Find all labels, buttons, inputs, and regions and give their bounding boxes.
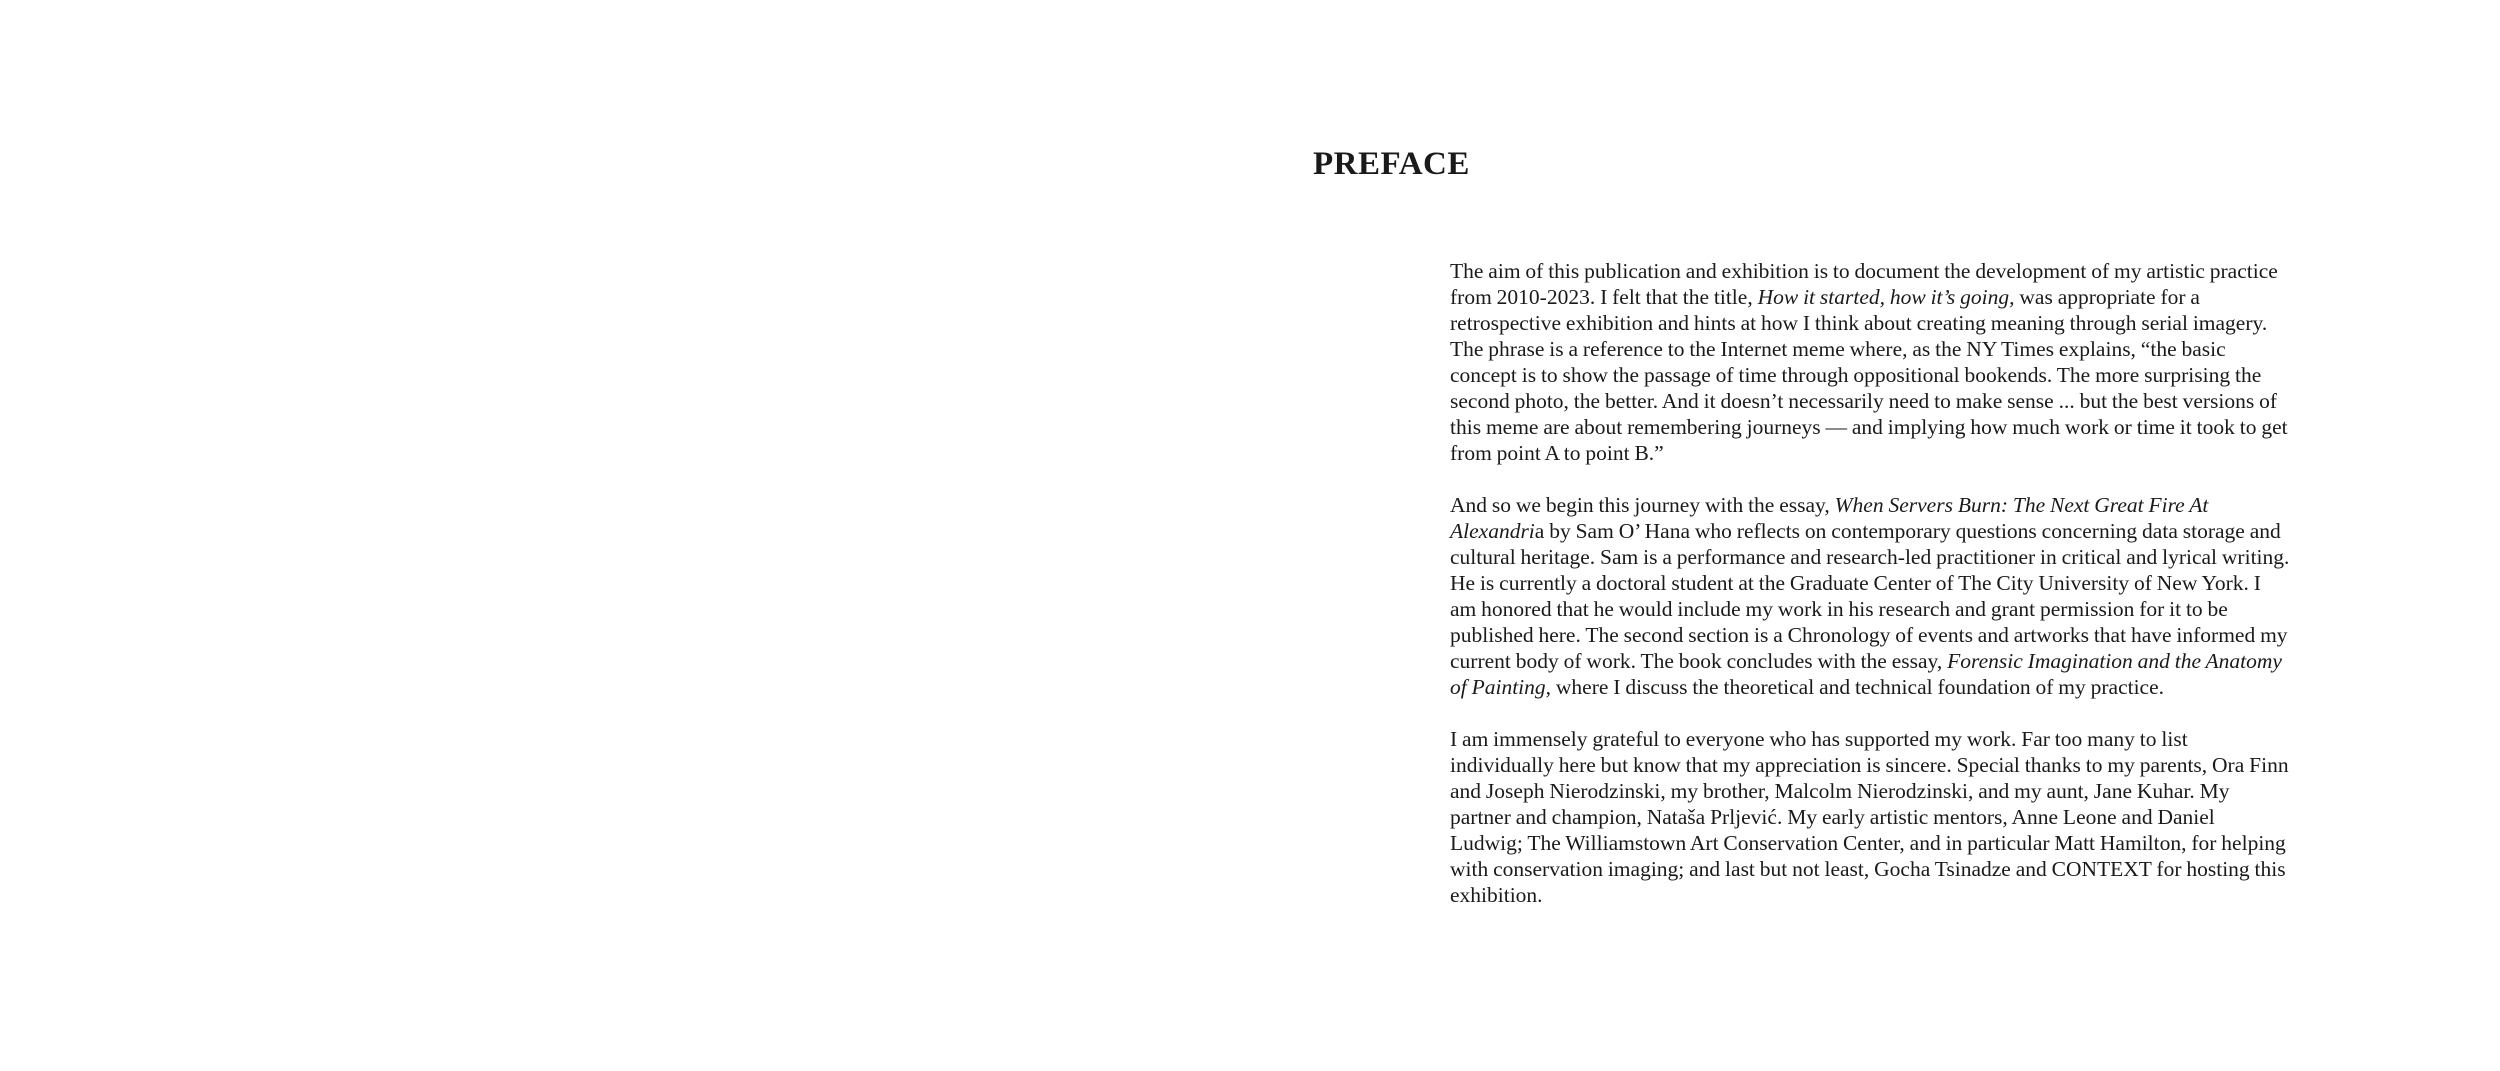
paragraph-2 [1450, 492, 2290, 700]
paragraph-1 [1450, 258, 2290, 466]
page-title: PREFACE [1313, 146, 1470, 182]
right-page [1250, 0, 2500, 1071]
title-how-it-started: How it started, how it’s going, [1757, 285, 2015, 309]
text-segment: was appropriate for a retrospective exhibition and hints at how I think about creating meaning through serial imagery. The phrase is a reference to the Internet meme where, as the NY Times explains, “the basic concept is to show the passage of time through oppositional bookends. The more surprising the second photo, the better. And it doesn’t necessarily need to make sense ... but the best versions of this meme are about remembering journeys — and implying how much work or time it took to get from point A to point B.” [1450, 285, 2288, 465]
title-forensic-imagination: Forensic Imagination and the Anatomy of Painting [1450, 649, 2282, 699]
paragraph-3 [1450, 726, 2290, 908]
title-when-servers-burn: When Servers Burn: The Next Great Fire At Alexandri [1450, 493, 2209, 543]
text-segment: The aim of this publication and exhibition is to document the development of my artistic practice from 2010-2023. I felt that the title, [1450, 259, 2278, 309]
text-segment: And so we begin this journey with the essay, [1450, 493, 1835, 517]
body-text [1450, 258, 2290, 934]
text-segment: , where I discuss the theoretical and technical foundation of my practice. [1545, 675, 2165, 699]
text-segment: a by Sam O’ Hana who reflects on contemporary questions concerning data storage and cultural heritage. Sam is a performance and research-led practitioner in critical and lyrical writing. He is currently a doctoral student at the Graduate Center of The City University of New York. I am honored that he would include my work in his research and grant permission for it to be published here. The second section is a Chronology of events and artworks that have informed my current body of work. The book concludes with the essay, [1450, 519, 2290, 673]
text-segment: I am immensely grateful to everyone who has supported my work. Far too many to list individually here but know that my appreciation is sincere. Special thanks to my parents, Ora Finn and Joseph Nierodzinski, my brother, Malcolm Nierodzinski, and my aunt, Jane Kuhar. My partner and champion, Nataša Prljević. My early artistic mentors, Anne Leone and Daniel Ludwig; The Williamstown Art Conservation Center, and in particular Matt Hamilton, for helping with conservation imaging; and last but not least, Gocha Tsinadze and CONTEXT for hosting this exhibition. [1450, 727, 2289, 907]
